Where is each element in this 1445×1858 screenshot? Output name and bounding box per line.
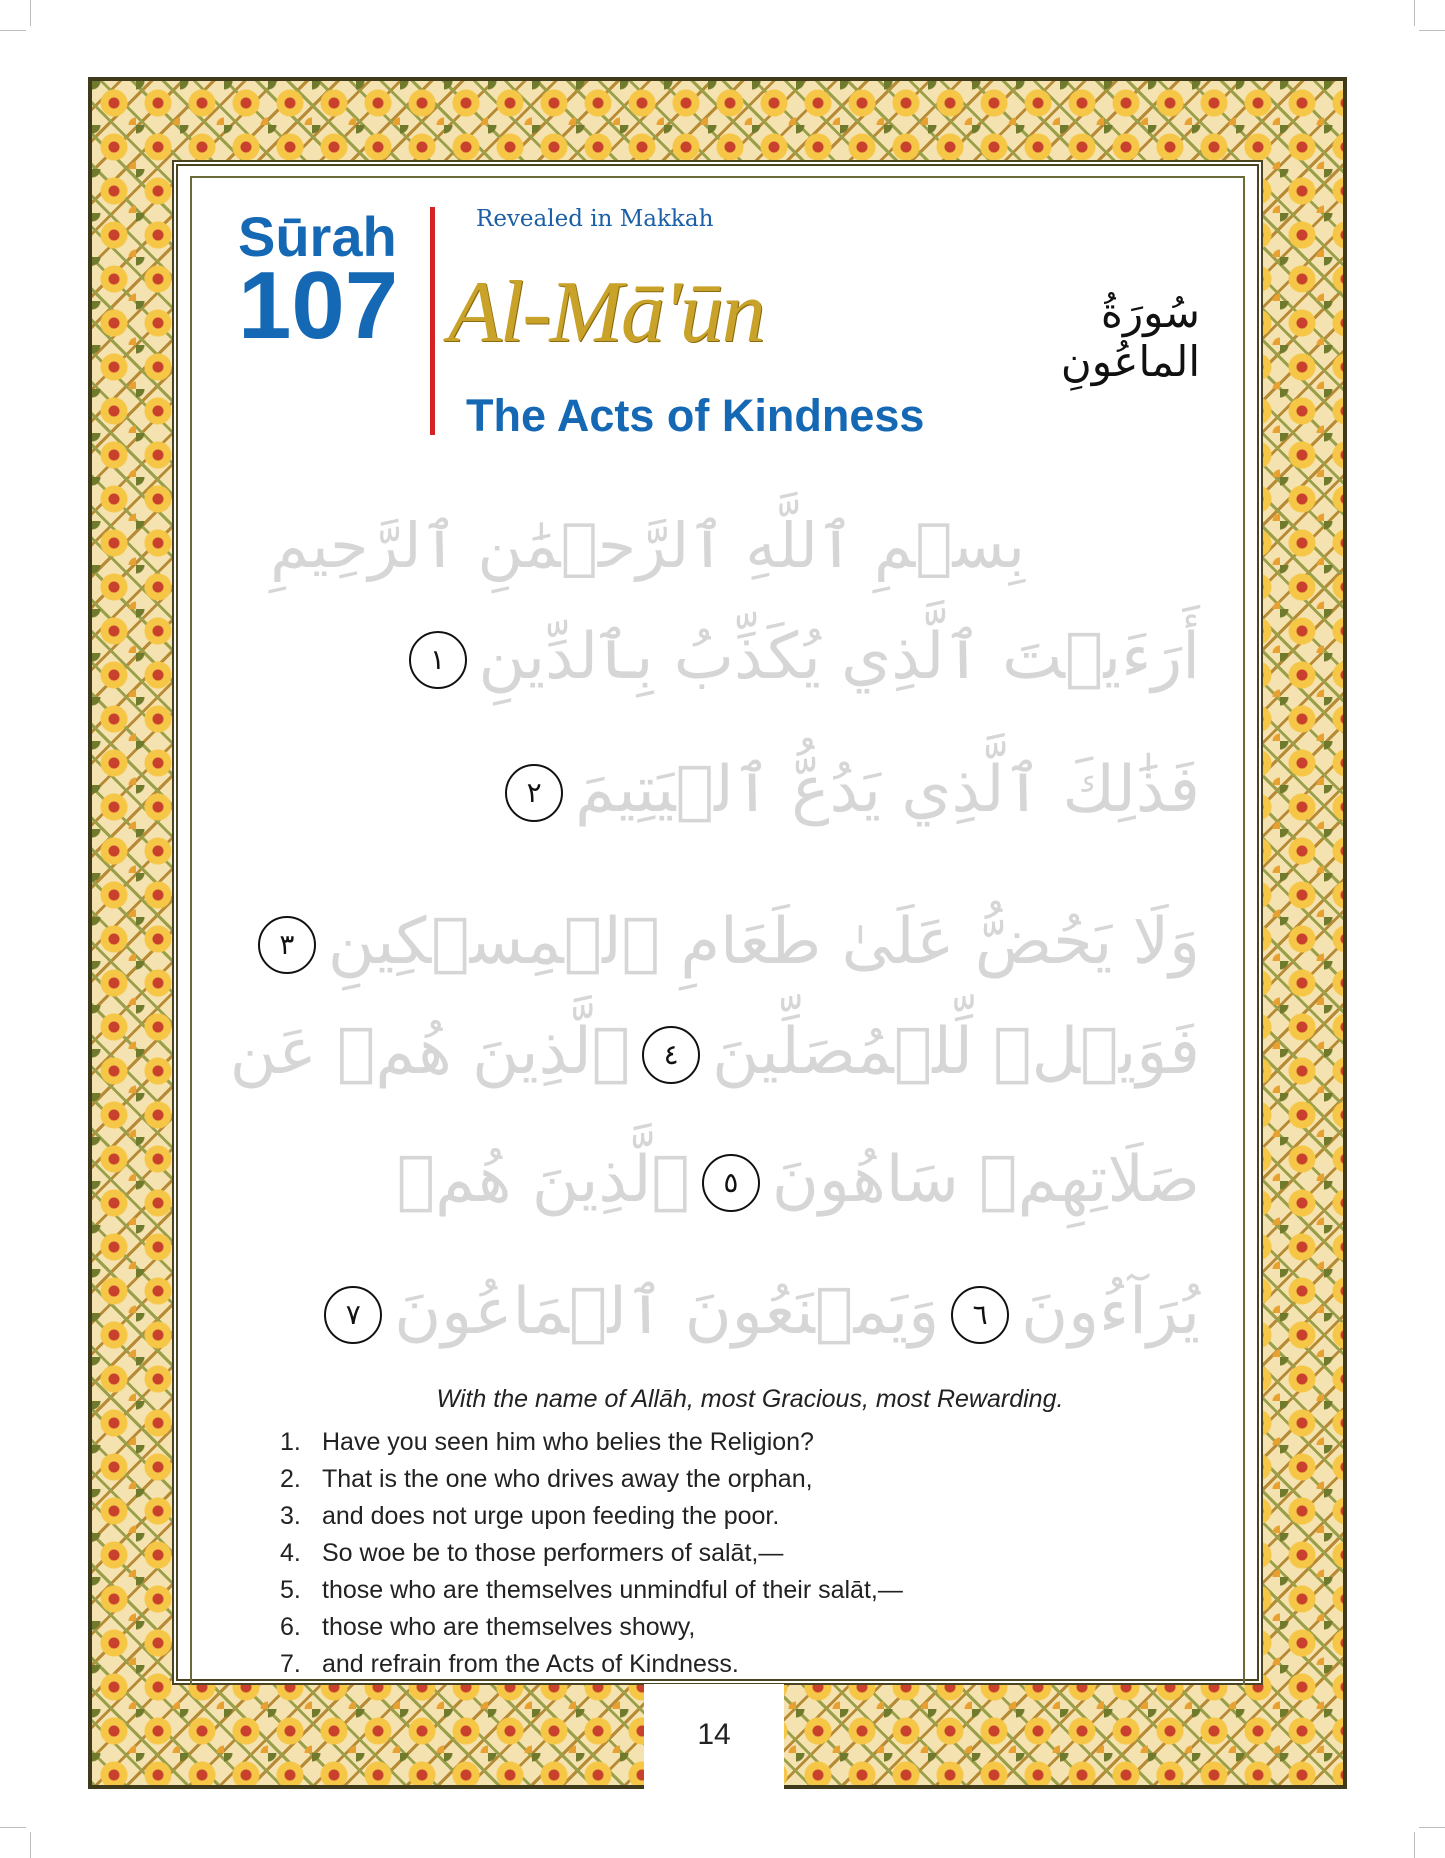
ayah-text: فَوَيۡلٞ لِّلۡمُصَلِّينَ: [712, 1015, 1200, 1089]
verse-text: and refrain from the Acts of Kindness.: [322, 1650, 739, 1678]
crop-mark: [0, 1827, 26, 1828]
verse-text: and does not urge upon feeding the poor.: [322, 1502, 780, 1530]
ayah-text: صَلَاتِهِمۡ سَاهُونَ: [771, 1143, 1200, 1217]
translation-verse: [280, 1535, 1160, 1572]
ayah-line: [493, 753, 1200, 827]
ayah-text: أَرَءَيۡتَ ٱلَّذِي يُكَذِّبُ بِٱلدِّينِ: [478, 620, 1200, 694]
ayah-number-marker: ١: [409, 631, 467, 689]
ayah-line: [396, 1143, 1200, 1217]
ayah-text: فَذَٰلِكَ ٱلَّذِي يَدُعُّ ٱلۡيَتِيمَ: [575, 753, 1200, 827]
translation-intro: With the name of Allāh, most Gracious, most Rewarding.: [436, 1385, 1064, 1413]
surah-label: Sūrah: [238, 205, 397, 268]
verse-number: 7.: [280, 1650, 301, 1678]
crop-mark: [30, 1832, 31, 1858]
ayah-text: وَلَا يَحُضُّ عَلَىٰ طَعَامِ ٱلۡمِسۡكِينِ: [327, 905, 1200, 979]
ayah-number-marker: ٢: [505, 764, 563, 822]
title-divider: [430, 207, 435, 435]
ayah-line: [397, 620, 1201, 694]
ayah-number-marker: ٣: [258, 916, 316, 974]
verse-number: 2.: [280, 1465, 301, 1493]
translation-verse: [280, 1572, 1160, 1609]
ayah-line: [246, 905, 1200, 979]
ayah-text: ٱلَّذِينَ هُمۡ عَن: [229, 1015, 631, 1089]
verse-text: those who are themselves showy,: [322, 1613, 696, 1641]
verse-text: That is the one who drives away the orphan,: [322, 1465, 813, 1493]
verse-number: 4.: [280, 1539, 301, 1567]
revelation-place: Revealed in Makkah: [476, 206, 714, 232]
verse-number: 6.: [280, 1613, 301, 1641]
verse-text: those who are themselves unmindful of their salāt,—: [322, 1576, 903, 1604]
ayah-text: يُرَآءُونَ: [1021, 1275, 1200, 1349]
surah-name-arabic: سُورَةُ الماعُونِ: [1060, 288, 1200, 386]
translation-verse: [280, 1424, 1160, 1461]
verse-number: 3.: [280, 1502, 301, 1530]
verse-text: Have you seen him who belies the Religion?: [322, 1428, 814, 1456]
ayah-number-marker: ٦: [951, 1286, 1009, 1344]
translation-verse: [280, 1609, 1160, 1646]
translation-verse: [280, 1498, 1160, 1535]
crop-mark: [1414, 0, 1415, 26]
ayah-number-marker: ٥: [702, 1154, 760, 1212]
crop-mark: [1419, 30, 1445, 31]
translation-block: [280, 1385, 1160, 1683]
page-number: 14: [697, 1718, 731, 1751]
surah-name-english: The Acts of Kindness: [466, 390, 925, 441]
ayah-line: [312, 1275, 1200, 1349]
verse-number: 5.: [280, 1576, 301, 1604]
ayah-text: وَيَمۡنَعُونَ ٱلۡمَاعُونَ: [394, 1275, 940, 1349]
translation-verse: [280, 1461, 1160, 1498]
crop-mark: [1414, 1832, 1415, 1858]
surah-name-transliteration: Al-Mā'ūn: [448, 264, 764, 361]
crop-mark: [0, 30, 26, 31]
verse-text: So woe be to those performers of salāt,—: [322, 1539, 784, 1567]
ayah-number-marker: ٧: [324, 1286, 382, 1344]
ayah-number-marker: ٤: [642, 1026, 700, 1084]
crop-mark: [1419, 1827, 1445, 1828]
basmala: بِسۡمِ ٱللَّهِ ٱلرَّحۡمَٰنِ ٱلرَّحِيمِ: [270, 509, 1025, 582]
surah-number: 107: [238, 252, 399, 359]
verse-number: 1.: [280, 1428, 301, 1456]
ayah-line: [229, 1015, 1200, 1089]
ayah-text: ٱلَّذِينَ هُمۡ: [396, 1143, 690, 1217]
crop-mark: [30, 0, 31, 26]
translation-verse: [280, 1646, 1160, 1683]
